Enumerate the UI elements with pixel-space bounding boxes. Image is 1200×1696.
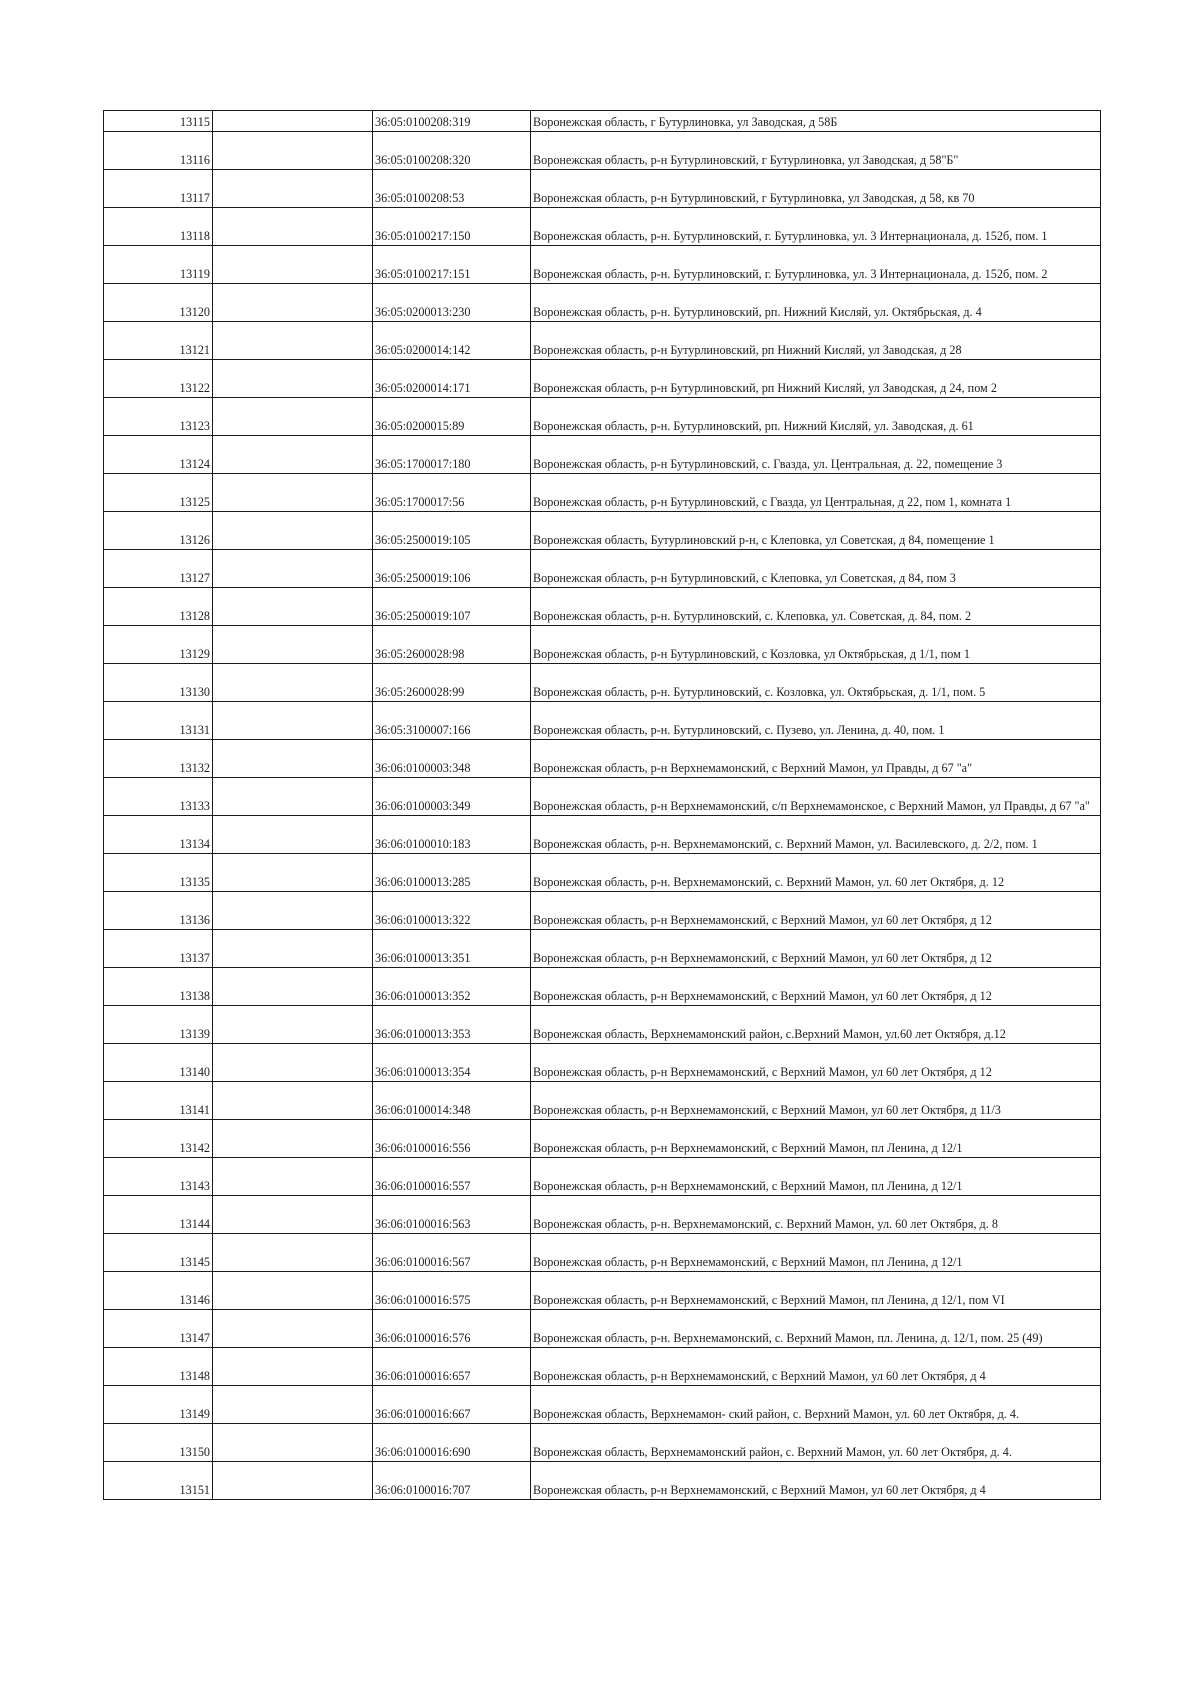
cadastral-number-cell: 36:06:0100016:557 [373, 1158, 531, 1196]
table-row [104, 1272, 1101, 1310]
address-cell: Воронежская область, р-н. Верхнемамонский, с. Верхний Мамон, ул. 60 лет Октября, д. 8 [531, 1196, 1101, 1234]
table-row [104, 474, 1101, 512]
cadastral-number-cell: 36:06:0100013:322 [373, 892, 531, 930]
table-row [104, 1234, 1101, 1272]
address-cell: Воронежская область, г Бутурлиновка, ул Заводская, д 58Б [531, 111, 1101, 132]
table-row [104, 436, 1101, 474]
address-cell: Воронежская область, р-н. Верхнемамонский, с. Верхний Мамон, ул. Василевского, д. 2/2, пом. 1 [531, 816, 1101, 854]
cadastral-number-cell: 36:05:0200015:89 [373, 398, 531, 436]
empty-cell [213, 284, 373, 322]
row-number-cell: 13117 [104, 170, 213, 208]
table-row [104, 360, 1101, 398]
cadastral-number-cell: 36:05:1700017:180 [373, 436, 531, 474]
row-number-cell: 13146 [104, 1272, 213, 1310]
row-number-cell: 13140 [104, 1044, 213, 1082]
row-number-cell: 13130 [104, 664, 213, 702]
empty-cell [213, 1348, 373, 1386]
row-number-cell: 13142 [104, 1120, 213, 1158]
empty-cell [213, 246, 373, 284]
cadastral-number-cell: 36:05:2600028:99 [373, 664, 531, 702]
cadastral-number-cell: 36:06:0100016:576 [373, 1310, 531, 1348]
row-number-cell: 13143 [104, 1158, 213, 1196]
address-cell: Воронежская область, р-н. Бутурлиновский, рп. Нижний Кисляй, ул. Заводская, д. 61 [531, 398, 1101, 436]
address-cell: Воронежская область, Бутурлиновский р-н, с Клеповка, ул Советская, д 84, помещение 1 [531, 512, 1101, 550]
row-number-cell: 13127 [104, 550, 213, 588]
property-registry-table [103, 110, 1101, 1500]
row-number-cell: 13149 [104, 1386, 213, 1424]
empty-cell [213, 892, 373, 930]
table-row [104, 1082, 1101, 1120]
cadastral-number-cell: 36:05:0100208:319 [373, 111, 531, 132]
row-number-cell: 13141 [104, 1082, 213, 1120]
cadastral-number-cell: 36:05:0200013:230 [373, 284, 531, 322]
cadastral-number-cell: 36:06:0100013:285 [373, 854, 531, 892]
cadastral-number-cell: 36:06:0100014:348 [373, 1082, 531, 1120]
row-number-cell: 13123 [104, 398, 213, 436]
row-number-cell: 13132 [104, 740, 213, 778]
cadastral-number-cell: 36:06:0100016:657 [373, 1348, 531, 1386]
table-row [104, 930, 1101, 968]
table-row [104, 1158, 1101, 1196]
address-cell: Воронежская область, р-н Верхнемамонский, с Верхний Мамон, ул 60 лет Октября, д 12 [531, 1044, 1101, 1082]
cadastral-number-cell: 36:06:0100016:563 [373, 1196, 531, 1234]
address-cell: Воронежская область, р-н Верхнемамонский, с Верхний Мамон, ул 60 лет Октября, д 4 [531, 1462, 1101, 1500]
table-row [104, 1120, 1101, 1158]
address-cell: Воронежская область, р-н Бутурлиновский, с Клеповка, ул Советская, д 84, пом 3 [531, 550, 1101, 588]
address-cell: Воронежская область, р-н Бутурлиновский, г Бутурлиновка, ул Заводская, д 58"Б" [531, 132, 1101, 170]
table-row [104, 284, 1101, 322]
address-cell: Воронежская область, р-н Верхнемамонский, с Верхний Мамон, ул 60 лет Октября, д 12 [531, 892, 1101, 930]
address-cell: Воронежская область, р-н Верхнемамонский, с Верхний Мамон, ул 60 лет Октября, д 4 [531, 1348, 1101, 1386]
table-row [104, 1424, 1101, 1462]
row-number-cell: 13136 [104, 892, 213, 930]
address-cell: Воронежская область, р-н. Бутурлиновский, г. Бутурлиновка, ул. 3 Интернационала, д. 152б, пом. 1 [531, 208, 1101, 246]
table-row [104, 322, 1101, 360]
empty-cell [213, 550, 373, 588]
empty-cell [213, 1044, 373, 1082]
empty-cell [213, 778, 373, 816]
address-cell: Воронежская область, р-н Верхнемамонский, с Верхний Мамон, пл Ленина, д 12/1 [531, 1158, 1101, 1196]
empty-cell [213, 740, 373, 778]
table-row [104, 664, 1101, 702]
empty-cell [213, 360, 373, 398]
empty-cell [213, 664, 373, 702]
row-number-cell: 13147 [104, 1310, 213, 1348]
row-number-cell: 13135 [104, 854, 213, 892]
cadastral-number-cell: 36:06:0100013:352 [373, 968, 531, 1006]
table-row [104, 170, 1101, 208]
cadastral-number-cell: 36:05:0200014:171 [373, 360, 531, 398]
row-number-cell: 13122 [104, 360, 213, 398]
empty-cell [213, 1120, 373, 1158]
cadastral-number-cell: 36:05:2600028:98 [373, 626, 531, 664]
cadastral-number-cell: 36:06:0100016:556 [373, 1120, 531, 1158]
address-cell: Воронежская область, р-н Бутурлиновский, рп Нижний Кисляй, ул Заводская, д 28 [531, 322, 1101, 360]
address-cell: Воронежская область, Верхнемамон- ский район, с. Верхний Мамон, ул. 60 лет Октября, д. 4. [531, 1386, 1101, 1424]
cadastral-number-cell: 36:06:0100013:353 [373, 1006, 531, 1044]
table-row [104, 740, 1101, 778]
table-row [104, 816, 1101, 854]
row-number-cell: 13151 [104, 1462, 213, 1500]
cadastral-number-cell: 36:06:0100003:348 [373, 740, 531, 778]
empty-cell [213, 1386, 373, 1424]
row-number-cell: 13137 [104, 930, 213, 968]
row-number-cell: 13139 [104, 1006, 213, 1044]
address-cell: Воронежская область, р-н. Бутурлиновский, с. Козловка, ул. Октябрьская, д. 1/1, пом. 5 [531, 664, 1101, 702]
table-row [104, 1462, 1101, 1500]
empty-cell [213, 208, 373, 246]
table-row [104, 1196, 1101, 1234]
address-cell: Воронежская область, р-н. Бутурлиновский, рп. Нижний Кисляй, ул. Октябрьская, д. 4 [531, 284, 1101, 322]
cadastral-number-cell: 36:05:0100217:151 [373, 246, 531, 284]
address-cell: Воронежская область, р-н. Верхнемамонский, с. Верхний Мамон, ул. 60 лет Октября, д. 12 [531, 854, 1101, 892]
empty-cell [213, 626, 373, 664]
row-number-cell: 13128 [104, 588, 213, 626]
table-row [104, 1006, 1101, 1044]
empty-cell [213, 1424, 373, 1462]
address-cell: Воронежская область, р-н Бутурлиновский, рп Нижний Кисляй, ул Заводская, д 24, пом 2 [531, 360, 1101, 398]
empty-cell [213, 816, 373, 854]
empty-cell [213, 132, 373, 170]
address-cell: Воронежская область, р-н. Верхнемамонский, с. Верхний Мамон, пл. Ленина, д. 12/1, пом. 25 (49) [531, 1310, 1101, 1348]
address-cell: Воронежская область, р-н Верхнемамонский, с/п Верхнемамонское, с Верхний Мамон, ул Правды, д 67 "а" [531, 778, 1101, 816]
cadastral-number-cell: 36:05:1700017:56 [373, 474, 531, 512]
cadastral-number-cell: 36:05:2500019:107 [373, 588, 531, 626]
cadastral-number-cell: 36:05:0200014:142 [373, 322, 531, 360]
table-row [104, 854, 1101, 892]
empty-cell [213, 854, 373, 892]
cadastral-number-cell: 36:06:0100016:707 [373, 1462, 531, 1500]
row-number-cell: 13119 [104, 246, 213, 284]
cadastral-number-cell: 36:06:0100016:567 [373, 1234, 531, 1272]
address-cell: Воронежская область, р-н Верхнемамонский, с Верхний Мамон, ул Правды, д 67 "а" [531, 740, 1101, 778]
cadastral-number-cell: 36:06:0100013:351 [373, 930, 531, 968]
cadastral-number-cell: 36:05:0100217:150 [373, 208, 531, 246]
document-page [103, 110, 1100, 1500]
address-cell: Воронежская область, р-н Бутурлиновский, г Бутурлиновка, ул Заводская, д 58, кв 70 [531, 170, 1101, 208]
empty-cell [213, 588, 373, 626]
cadastral-number-cell: 36:06:0100016:667 [373, 1386, 531, 1424]
row-number-cell: 13131 [104, 702, 213, 740]
address-cell: Воронежская область, р-н. Бутурлиновский, с. Пузево, ул. Ленина, д. 40, пом. 1 [531, 702, 1101, 740]
empty-cell [213, 930, 373, 968]
address-cell: Воронежская область, Верхнемамонский район, с. Верхний Мамон, ул. 60 лет Октября, д. 4. [531, 1424, 1101, 1462]
address-cell: Воронежская область, р-н. Бутурлиновский, с. Клеповка, ул. Советская, д. 84, пом. 2 [531, 588, 1101, 626]
table-row [104, 132, 1101, 170]
address-cell: Воронежская область, р-н. Бутурлиновский, г. Бутурлиновка, ул. 3 Интернационала, д. 152б, пом. 2 [531, 246, 1101, 284]
row-number-cell: 13129 [104, 626, 213, 664]
row-number-cell: 13145 [104, 1234, 213, 1272]
cadastral-number-cell: 36:05:2500019:105 [373, 512, 531, 550]
empty-cell [213, 1310, 373, 1348]
empty-cell [213, 512, 373, 550]
table-row [104, 1348, 1101, 1386]
table-row [104, 626, 1101, 664]
registry-table-body [104, 111, 1101, 1500]
row-number-cell: 13115 [104, 111, 213, 132]
table-row [104, 512, 1101, 550]
row-number-cell: 13134 [104, 816, 213, 854]
table-row [104, 1386, 1101, 1424]
table-row [104, 892, 1101, 930]
address-cell: Воронежская область, р-н Бутурлиновский, с. Гвазда, ул. Центральная, д. 22, помещение 3 [531, 436, 1101, 474]
address-cell: Воронежская область, р-н Бутурлиновский, с Гвазда, ул Центральная, д 22, пом 1, комната 1 [531, 474, 1101, 512]
table-row [104, 968, 1101, 1006]
cadastral-number-cell: 36:06:0100016:690 [373, 1424, 531, 1462]
table-row [104, 550, 1101, 588]
row-number-cell: 13125 [104, 474, 213, 512]
address-cell: Воронежская область, р-н Верхнемамонский, с Верхний Мамон, пл Ленина, д 12/1 [531, 1234, 1101, 1272]
empty-cell [213, 322, 373, 360]
row-number-cell: 13121 [104, 322, 213, 360]
empty-cell [213, 170, 373, 208]
address-cell: Воронежская область, р-н Верхнемамонский, с Верхний Мамон, ул 60 лет Октября, д 12 [531, 968, 1101, 1006]
cadastral-number-cell: 36:06:0100013:354 [373, 1044, 531, 1082]
empty-cell [213, 968, 373, 1006]
empty-cell [213, 436, 373, 474]
row-number-cell: 13138 [104, 968, 213, 1006]
empty-cell [213, 398, 373, 436]
row-number-cell: 13148 [104, 1348, 213, 1386]
table-row [104, 1044, 1101, 1082]
cadastral-number-cell: 36:06:0100003:349 [373, 778, 531, 816]
empty-cell [213, 1196, 373, 1234]
table-row [104, 398, 1101, 436]
table-row [104, 246, 1101, 284]
row-number-cell: 13120 [104, 284, 213, 322]
empty-cell [213, 1158, 373, 1196]
cadastral-number-cell: 36:06:0100016:575 [373, 1272, 531, 1310]
cadastral-number-cell: 36:05:0100208:53 [373, 170, 531, 208]
row-number-cell: 13144 [104, 1196, 213, 1234]
address-cell: Воронежская область, р-н Верхнемамонский, с Верхний Мамон, пл Ленина, д 12/1, пом VI [531, 1272, 1101, 1310]
address-cell: Воронежская область, р-н Верхнемамонский, с Верхний Мамон, ул 60 лет Октября, д 11/3 [531, 1082, 1101, 1120]
table-row [104, 588, 1101, 626]
table-row [104, 1310, 1101, 1348]
empty-cell [213, 1234, 373, 1272]
row-number-cell: 13126 [104, 512, 213, 550]
empty-cell [213, 474, 373, 512]
empty-cell [213, 1272, 373, 1310]
empty-cell [213, 702, 373, 740]
table-row [104, 111, 1101, 132]
cadastral-number-cell: 36:06:0100010:183 [373, 816, 531, 854]
empty-cell [213, 111, 373, 132]
row-number-cell: 13133 [104, 778, 213, 816]
address-cell: Воронежская область, Верхнемамонский район, с.Верхний Мамон, ул.60 лет Октября, д.12 [531, 1006, 1101, 1044]
address-cell: Воронежская область, р-н Верхнемамонский, с Верхний Мамон, пл Ленина, д 12/1 [531, 1120, 1101, 1158]
row-number-cell: 13116 [104, 132, 213, 170]
cadastral-number-cell: 36:05:3100007:166 [373, 702, 531, 740]
table-row [104, 778, 1101, 816]
empty-cell [213, 1462, 373, 1500]
table-row [104, 702, 1101, 740]
row-number-cell: 13150 [104, 1424, 213, 1462]
cadastral-number-cell: 36:05:2500019:106 [373, 550, 531, 588]
row-number-cell: 13124 [104, 436, 213, 474]
address-cell: Воронежская область, р-н Верхнемамонский, с Верхний Мамон, ул 60 лет Октября, д 12 [531, 930, 1101, 968]
table-row [104, 208, 1101, 246]
address-cell: Воронежская область, р-н Бутурлиновский, с Козловка, ул Октябрьская, д 1/1, пом 1 [531, 626, 1101, 664]
empty-cell [213, 1006, 373, 1044]
empty-cell [213, 1082, 373, 1120]
row-number-cell: 13118 [104, 208, 213, 246]
cadastral-number-cell: 36:05:0100208:320 [373, 132, 531, 170]
